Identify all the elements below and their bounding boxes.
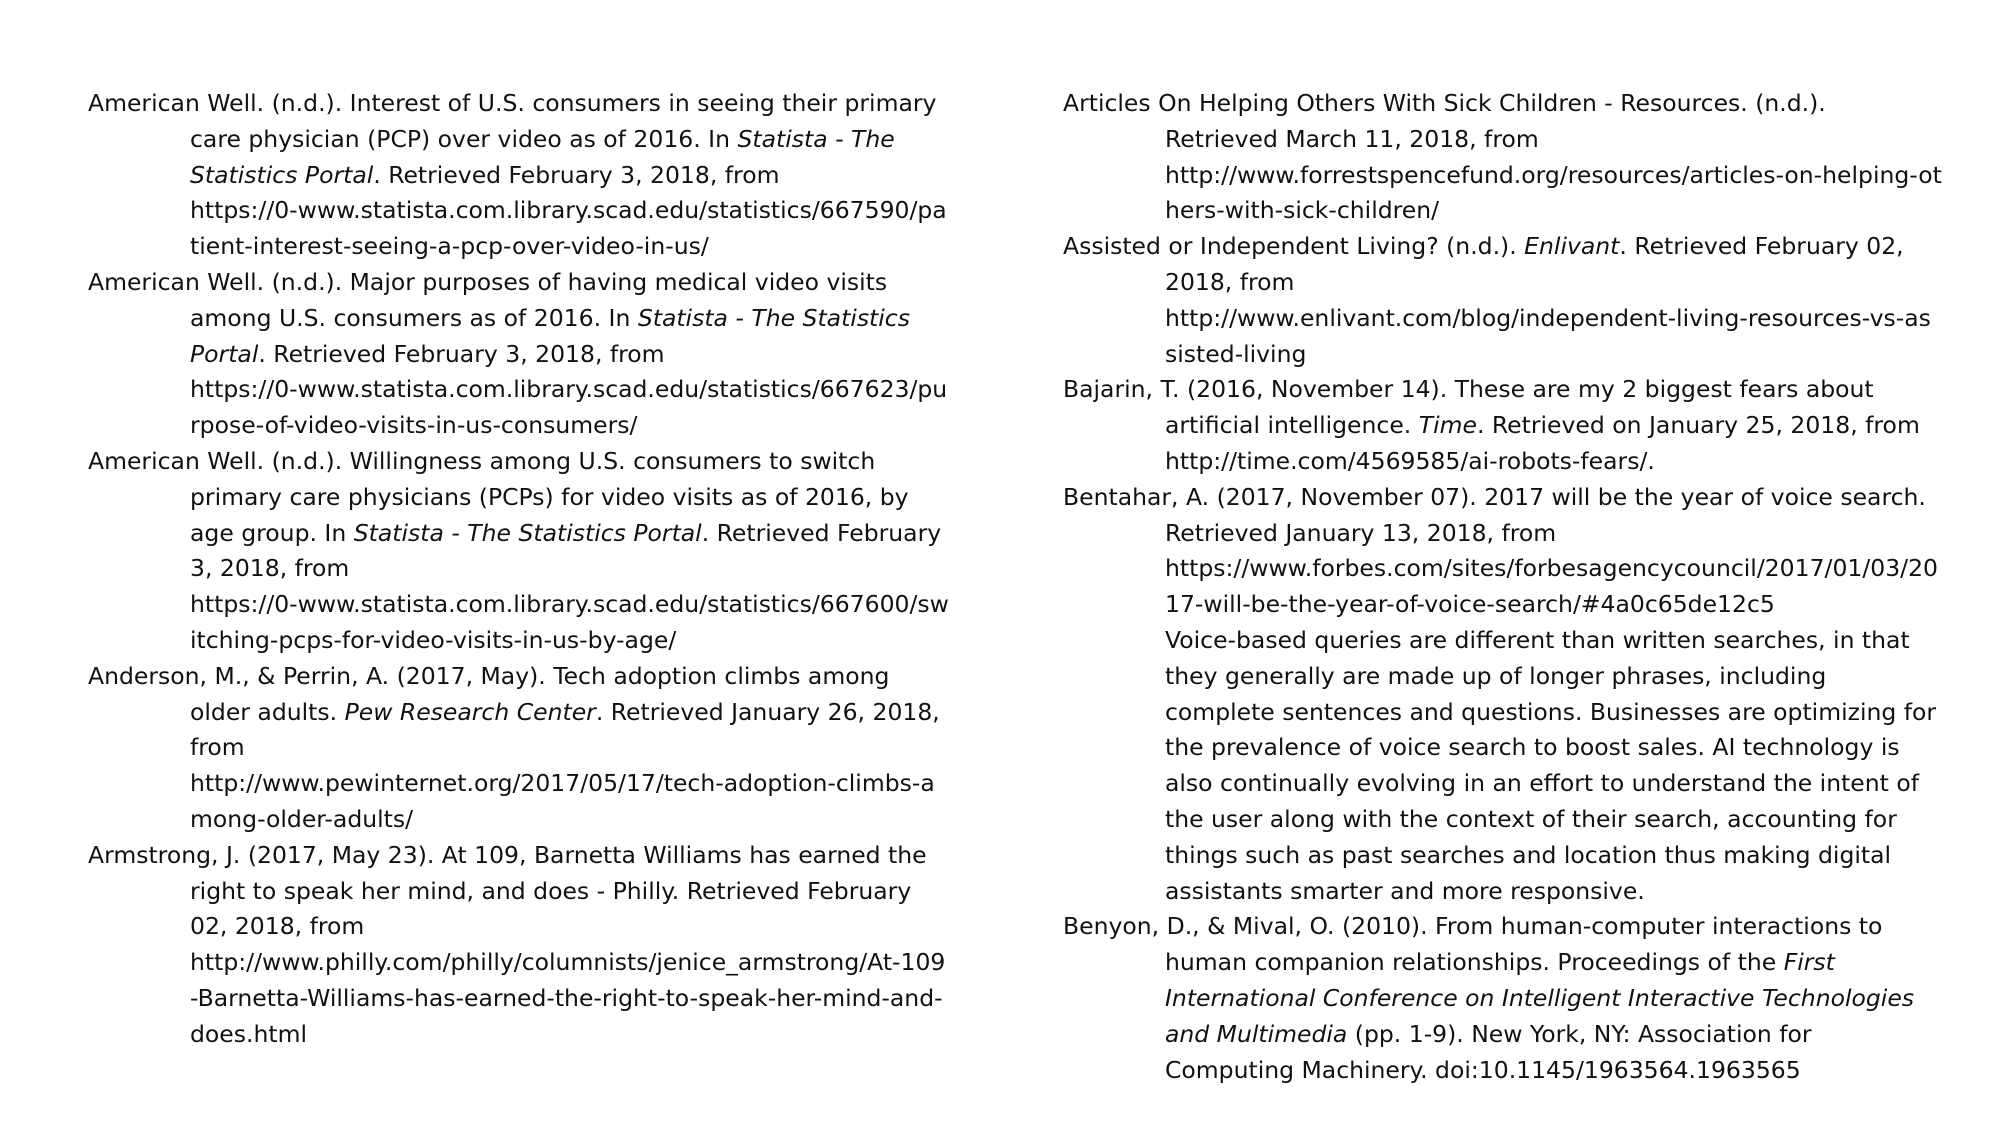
reference-text: American Well. (n.d.). Interest of U.S. consumers in seeing their primary care physician (PCP) over video as of 2016. In — [88, 89, 937, 153]
reference-text: Anderson, M., & Perrin, A. (2017, May). Tech adoption climbs among older adults. — [88, 661, 890, 726]
reference-url: https://www.forbes.com/sites/forbesagencycouncil/2017/01/03/2017-will-be-the-year-of-voice-search/#4a0c65de12c5 — [1165, 554, 1938, 619]
reference-text: . Retrieved January 26, 2018, from — [190, 697, 940, 762]
reference-text: . Retrieved February 02, 2018, from — [1165, 232, 1904, 296]
reference-text: American Well. (n.d.). Major purposes of having medical video visits among U.S. consumers as of 2016. In — [88, 267, 888, 332]
reference-url: https://0-www.statista.com.library.scad.edu/statistics/667600/switching-pcps-for-video-visits-in-us-by-age/ — [190, 590, 949, 654]
reference-text: . Retrieved February 3, 2018, from — [190, 518, 942, 583]
reference-url: http://www.pewinternet.org/2017/05/17/tech-adoption-climbs-among-older-adults/ — [190, 769, 935, 833]
reference-entry — [88, 838, 953, 1053]
reference-url: http://www.forrestspencefund.org/resources/articles-on-helping-others-with-sick-children/ — [1165, 160, 1942, 225]
reference-url: http://www.enlivant.com/blog/independent-living-resources-vs-assisted-living — [1165, 303, 1931, 368]
reference-entry — [1063, 229, 1943, 372]
reference-entry — [1063, 372, 1943, 479]
reference-entry — [1063, 480, 1943, 910]
reference-text: Armstrong, J. (2017, May 23). At 109, Barnetta Williams has earned the right to speak her mind, and does - Philly. Retrieved February 02, 2018, from — [88, 840, 927, 941]
reference-entry — [88, 86, 953, 265]
reference-entry — [1063, 86, 1943, 229]
reference-text: American Well. (n.d.). Willingness among U.S. consumers to switch primary care physicians (PCPs) for video visits as of 2016, by age group. In — [88, 446, 909, 547]
reference-italic-title: Time — [1418, 411, 1477, 440]
reference-annotation: Voice-based queries are different than written searches, in that they generally are made up of longer phrases, including complete sentences and questions. Businesses are optimizing for the prevalence of voice search to boost sales. AI technology is also continually evolving in an effort to understand the intent of the user along with the context of their search, accounting for things such as past searches and location thus making digital assistants smarter and more responsive. — [1165, 625, 1937, 905]
reference-text: Bajarin, T. (2016, November 14). These are my 2 biggest fears about artificial intelligence. — [1063, 375, 1874, 440]
references-left-column — [88, 86, 953, 1053]
reference-italic-title: Enlivant — [1524, 232, 1620, 261]
reference-text: . Retrieved February 3, 2018, from — [258, 339, 665, 368]
reference-italic-title: First International Conference on Intelligent Interactive Technologies and Multimedia — [1165, 948, 1915, 1048]
reference-text: . Retrieved February 3, 2018, from — [373, 160, 780, 189]
reference-entry — [88, 659, 953, 838]
reference-url: https://0-www.statista.com.library.scad.edu/statistics/667623/purpose-of-video-visits-in-us-consumers/ — [190, 375, 948, 440]
reference-text: Assisted or Independent Living? (n.d.). — [1063, 232, 1525, 261]
reference-text: (pp. 1-9). New York, NY: Association for Computing Machinery. doi:10.1145/1963564.1963565 — [1165, 1019, 1812, 1084]
reference-text: Bentahar, A. (2017, November 07). 2017 will be the year of voice search. Retrieved January 13, 2018, from — [1063, 482, 1926, 547]
reference-text: Articles On Helping Others With Sick Children - Resources. (n.d.). Retrieved March 11, 2018, from — [1063, 89, 1826, 153]
reference-text: Benyon, D., & Mival, O. (2010). From human-computer interactions to human companion relationships. Proceedings of the — [1063, 912, 1883, 977]
reference-entry — [1063, 909, 1943, 1088]
reference-url: https://0-www.statista.com.library.scad.edu/statistics/667590/patient-interest-seeing-a-pcp-over-video-in-us/ — [190, 196, 947, 261]
reference-entry — [88, 265, 953, 444]
reference-italic-title: Statista - The Statistics Portal — [353, 518, 702, 547]
references-right-column — [1063, 86, 1943, 1088]
reference-italic-title: Pew Research Center — [344, 697, 596, 726]
reference-entry — [88, 444, 953, 659]
reference-text: . Retrieved on January 25, 2018, from http://time.com/4569585/ai-robots-fears/. — [1165, 411, 1920, 475]
reference-italic-title: Statista - The Statistics Portal — [190, 124, 895, 189]
reference-url: http://www.philly.com/philly/columnists/jenice_armstrong/At-109-Barnetta-Williams-has-earned-the-right-to-speak-her-mind-and-does.html — [190, 948, 946, 1048]
reference-italic-title: Statista - The Statistics Portal — [190, 303, 910, 368]
